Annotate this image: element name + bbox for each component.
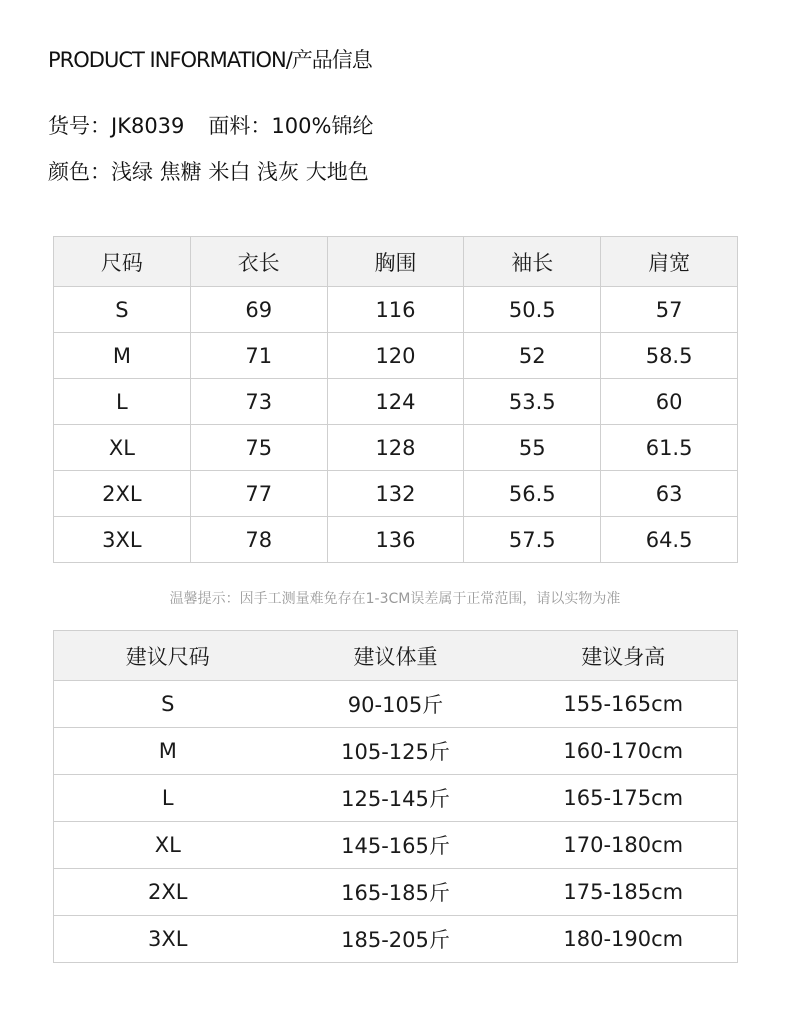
table-row [54, 728, 738, 775]
table-cell: 61.5 [601, 425, 738, 471]
table-cell: S [54, 287, 191, 333]
header-cell: 尺码 [54, 237, 191, 287]
table-row [54, 822, 738, 869]
fabric: 面料：100%锦纶 [208, 114, 374, 138]
table-cell: 185-205斤 [282, 916, 510, 963]
table-cell: 2XL [54, 869, 282, 916]
table-cell: 180-190cm [510, 916, 738, 963]
recommendation-table [53, 630, 738, 963]
measurement-note: 温馨提示：因手工测量难免存在1-3CM误差属于正常范围，请以实物为准 [169, 591, 621, 607]
table-cell: 128 [327, 425, 464, 471]
table-cell: 124 [327, 379, 464, 425]
colors: 颜色：浅绿 焦糖 米白 浅灰 大地色 [48, 160, 369, 184]
table-cell: 3XL [54, 517, 191, 563]
table-cell: XL [54, 822, 282, 869]
table-cell: L [54, 775, 282, 822]
table-cell: M [54, 333, 191, 379]
table-row [54, 869, 738, 916]
table-cell: 75 [190, 425, 327, 471]
table-row [54, 333, 738, 379]
table-cell: 57.5 [464, 517, 601, 563]
product-meta-line [48, 110, 373, 140]
table-cell: 175-185cm [510, 869, 738, 916]
table-cell: 116 [327, 287, 464, 333]
table-cell: 63 [601, 471, 738, 517]
table-cell: 90-105斤 [282, 681, 510, 728]
table-row [54, 681, 738, 728]
table-cell: 58.5 [601, 333, 738, 379]
item-number: 货号：JK8039 [48, 114, 185, 138]
header-cell: 建议尺码 [54, 631, 282, 681]
table-cell: 145-165斤 [282, 822, 510, 869]
table-cell: 64.5 [601, 517, 738, 563]
table-cell: 56.5 [464, 471, 601, 517]
table-cell: 53.5 [464, 379, 601, 425]
table-cell: 71 [190, 333, 327, 379]
table-header-row [54, 237, 738, 287]
table-row [54, 379, 738, 425]
table-cell: 170-180cm [510, 822, 738, 869]
table-cell: 132 [327, 471, 464, 517]
header-cell: 胸围 [327, 237, 464, 287]
header-cell: 建议体重 [282, 631, 510, 681]
header-cell: 袖长 [464, 237, 601, 287]
table-cell: 77 [190, 471, 327, 517]
table-cell: 165-185斤 [282, 869, 510, 916]
table-row [54, 517, 738, 563]
table-cell: 3XL [54, 916, 282, 963]
table-cell: M [54, 728, 282, 775]
page-title: PRODUCT INFORMATION/产品信息 [48, 48, 372, 72]
table-cell: 125-145斤 [282, 775, 510, 822]
table-cell: S [54, 681, 282, 728]
table-cell: 73 [190, 379, 327, 425]
table-cell: L [54, 379, 191, 425]
header-cell: 肩宽 [601, 237, 738, 287]
table-cell: 50.5 [464, 287, 601, 333]
table-row [54, 775, 738, 822]
table-cell: 160-170cm [510, 728, 738, 775]
table-cell: 2XL [54, 471, 191, 517]
table-cell: 78 [190, 517, 327, 563]
table-cell: XL [54, 425, 191, 471]
table-cell: 57 [601, 287, 738, 333]
table-row [54, 916, 738, 963]
table-row [54, 287, 738, 333]
table-cell: 60 [601, 379, 738, 425]
table-cell: 165-175cm [510, 775, 738, 822]
table-cell: 105-125斤 [282, 728, 510, 775]
table-cell: 52 [464, 333, 601, 379]
header-cell: 建议身高 [510, 631, 738, 681]
table-row [54, 471, 738, 517]
size-table [53, 236, 738, 563]
header-cell: 衣长 [190, 237, 327, 287]
table-cell: 55 [464, 425, 601, 471]
table-cell: 136 [327, 517, 464, 563]
table-cell: 155-165cm [510, 681, 738, 728]
table-cell: 69 [190, 287, 327, 333]
table-header-row [54, 631, 738, 681]
table-cell: 120 [327, 333, 464, 379]
table-row [54, 425, 738, 471]
